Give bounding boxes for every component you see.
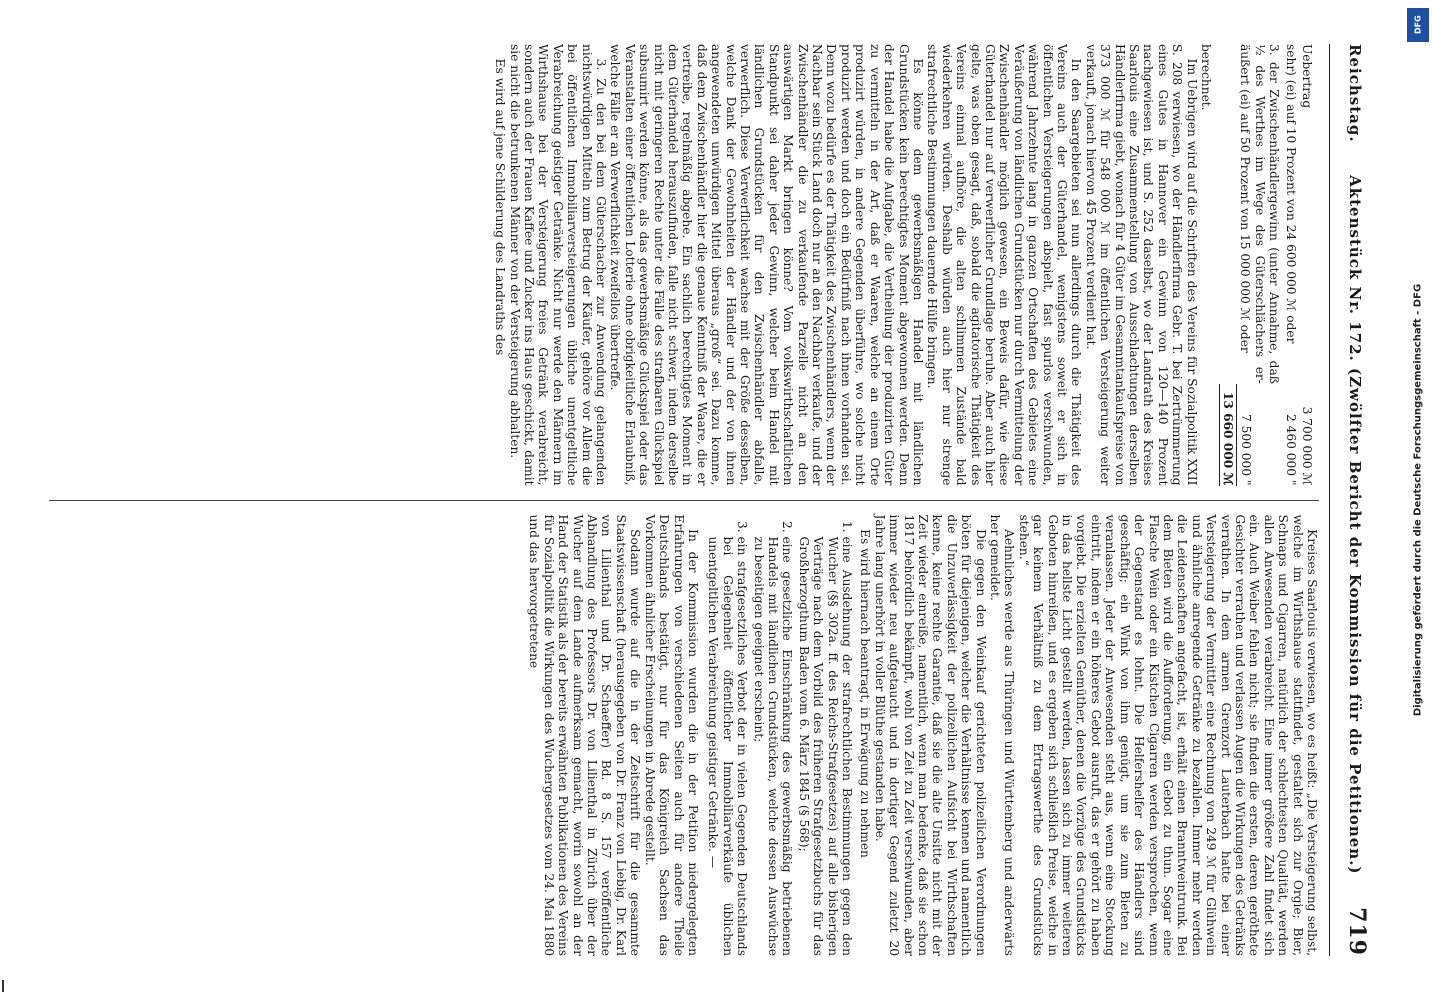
demand-item: 1. eine Ausdehnung der strafrechtlichen Bestimmungen gegen den Wucher (§§ 302a. ff. des Reichs-Strafgesetzes) auf alle bisherigen Verträge nach dem Vorbild des früheren Strafgesetzbuchs für das Großherzogthum Baden vom 6. März 1845 (§ 568); [796,536,854,956]
digitization-watermark [1404,0,1432,1000]
ledger-label: 3. der Zwischenhändlergewinn (unter Annahme, daß ½ des Werthes im Wege des Güterschlächers er- äußert (ei) auf 50 Prozent von 15 000 000 ℳ oder [1238,44,1282,384]
left-column [49,44,1319,500]
ledger-row [1282,44,1298,486]
paragraph: In den Saargebieten sei nun allerdings durch die Thätigkeit des Vereins auch der Güterhandel, wenigstens soweit er sich in öffentlichen Versteigerungen abspielt, fast spurlos verschwunden, während Jahrzehnte lang in ganzen Ortschaften des Gebietes eine Veräußerung von ländlichen Grundstücken nur durch Vermittelung der Zwischenhändler möglich gewesen, ein Beweis dafür, wie diese Güterhandel nur auf verwerflicher Grundlage beruhe. Aber auch hier gelte, was oben gesagt, daß, sobald die agitatorische Thätigkeit des Vereins einmal aufhöre, die alten schlimmen Zustände bald wiederkehren würden. Deshalb würden auch hier nur strenge strafrechtliche Bestimmungen dauernde Hülfe bringen. [925,44,1084,486]
ledger-row [1299,44,1315,486]
ledger-label: Uebertrag [1300,44,1314,109]
ledger-table [1219,44,1315,486]
ledger-label [1220,44,1237,384]
demands-list [706,515,854,957]
paragraph: Aehnliches werde aus Thüringen und Württemberg und anderwärts her gemeldet. [988,514,1017,956]
ledger-row [1237,44,1282,486]
watermark-text: Digitalisierung gefördert durch die Deutsche Forschungsgemeinschaft - DFG [1412,283,1424,717]
ledger-amount: 3 700 000 ℳ [1300,406,1314,486]
after-ledger-text: berechnet. [1199,44,1214,111]
paragraph: 3. Zu den bei dem Güterschacher zur Anwendung gelangenden nichtswürdigen Mitteln zum Betrug der Käufer, gehöre vor Allem die bei öffentlichen Immobiliarversteigerungen übliche unentgeltliche Verabreichung geistiger Getränke. Nicht nur werde den Männern im Wirthshause bei der Versteigerung freies Getränk verabreicht, sondern auch der Frauen Kaffee und Zucker ins Haus geschickt, damit sie nicht die betrunkenen Männer von der Versteigerung abhalten. [507,44,608,486]
ledger-total-row [1220,44,1237,486]
demand-item: 2. eine gesetzliche Einschränkung des gewerbsmäßig betriebenen Handels mit ländlichen Grundstücken, welche dessen Auswüchse zu beseitigen geeignet erscheint; [751,536,794,956]
paragraph: Die gegen den Weinkauf gerichteten polizeilichen Verordnungen böten für diejenigen, welcher die Verhältnisse kennen und namentlich die Unzuverlässigkeit der polizeilichen Aufsicht bei Wirthschaften kenne, keine rechte Garantie, daß sie die alte Unsitte nicht mit der Zeit wieder einreiße, namentlich, wenn man bedenke, daß sie schon 1817 behördlich bekämpft, wohl von Zeit zu Zeit verschwunden, aber immer wieder neu aufgetaucht und in dortiger Gegend zuletzt 20 Jahre lang unerhört in voller Blüthe gestanden habe. [872,514,988,956]
ledger-label: sehr) (ei) auf 10 Prozent von 24 600 000 ℳ oder [1283,44,1298,344]
paragraph: Es wird auf jene Schilderung des Landraths des [493,58,508,356]
paragraph: In der Kommission wurden die in der Petition niedergelegten Erfahrungen von verschiedenen Seiten auch für andere Theile Deutschlands bestätigt, nur für das Königreich Sachsen das Vorkommen ähnlicher Erscheinungen in Abrede gestellt. [642,514,700,956]
ledger-total-amount: 13 660 000 ℳ [1220,384,1237,486]
page-header [1329,44,1370,956]
paragraph: Es wird hiernach beantragt, in Erwägung zu nehmen [858,529,873,858]
demand-item: 3. ein strafgesetzliches Verbot der in vielen Gegenden Deutschlands bei Gelegenheit öffentlicher Immobiliarverkäufe üblichen unentgeltlichen Verabreichung geistiger Getränke. — [706,536,749,956]
paragraph: Im Uebrigen wird auf die Schriften des Vereins für Sozialpolitik XXII S. 208 verwiesen, wo der Händlerfirma Gebr. T. bei Zertrümmerung eines Gutes in Hannover ein Gewinn von 120—140 Prozent nachgewiesen ist, und S. 252 daselbst, wo der Landrath des Kreises Saarlouis eine Zusammenstellung von Ausschlachtungen derselben Händlerfirma giebt, wonach für 4 Güter im Gesammtankaufspreise von 373 000 ℳ für 548 000 ℳ im öffentlichen Versteigerung weiter verkauft, jonach hiervon 45 Prozent verdient hat. [1083,44,1199,486]
right-column [49,500,1319,957]
dfg-logo-icon: DFG [1407,8,1429,42]
text-columns [49,44,1319,956]
page-number: 719 [1344,907,1370,956]
ledger-amount: 7 500 000 " [1237,384,1282,486]
header-center [1346,143,1364,908]
ledger-amount: 2 460 000 " [1283,413,1298,486]
header-left: Reichstag. [1346,44,1364,143]
header-report-title: (Zwölfter Bericht der Kommission für die Petitionen.) [1346,367,1364,875]
header-aktenstueck: Aktenstück Nr. 172. [1346,175,1364,362]
paragraph: Es könne dem gewerbsmäßigen Handel mit ländlichen Grundstücken kein berechtigtes Moment abgewonnen werden. Denn der Handel habe die Aufgabe, die Vertheilung der produzirten Güter zu vermitteln in der Art, daß er Waaren, welche an einem Orte produzirt würden, in andere Gegenden überführe, wo solche nicht produzirt werden und doch ein Bedürfniß nach ihnen vorhanden sei. Denn wozu bedürfe es der Thätigkeit des Zwischenhändlers, wenn der Nachbar sein Stück Land doch nur an den Nachbar verkaufe, und der Zwischenhändler die zu verkaufende Parzelle nicht an den auswärtigen Markt bringen könne? Vom volkswirthschaftlichen Standpunkt sei daher jeder Gewinn, welcher beim Handel mit ländlichen Grundstücken für den Zwischenhändler abfalle, verwerflich. Diese Verwerflichkeit wachse mit der Größe desselben, welche Dank der Gewohnheiten der Händler und der von ihnen angewendeten unwürdigen Mittel überaus „groß“ sei. Dazu komme, daß dem Zwischenhändler hier die genaue Kenntniß der Waare, die er vertreibe, regelmäßig abgehe. Ein sachlich berechtigtes Moment in dem Güterhandel herauszufinden, falle nicht schwer, indem derselbe nicht mit geringeren Rechte unter die Fälle des strafbaren Glückspiel subsumirt werden könne, als das gewerbsmäßige Glückspiel oder das Veranstalten einer öffentlichen Lotterie ohne obrigkeitliche Erlaubniß, welche Fälle er an Verwerflichkeit zweifellos übertreffe. [608,44,925,486]
paragraph: Kreises Saarlouis verwiesen, wo es heißt: „Die Versteigerung selbst, welche im Wirthshause stattfindet, gestaltet sich zur Orgie; Bier, Schnaps und Cigarren, natürlich der schlechtesten Qualität, werden allen Anwesenden verabreicht. Eine immer größere Zahl findet sich ein. Auch Weiber fehlen nicht; sie finden die ersten, deren geröthete Gesichter verrathen und verlassen Augen die Wirkungen des Getränks verrathen. In dem armen Grenzort Lauterbach hatte bei einer Versteigerung der Vermittler eine Rechnung von 249 ℳ für Glühwein und ähnliche anregende Getränke zu bezahlen. Immer mehr werden die Leidenschaften angefacht, ist, erhält einen Branntweintrunk. Bei dem Bieten wird die Aufforderung, ein Gebot zu thun. Sogar eine Flasche Wein oder ein Kistchen Cigarren werden versprochen, wenn der Gegenstand es lohnt. Die Helfershelfer des Händlers sind geschäftig; ein Wink von ihm genügt, um sie zum Bieten zu veranlassen. Jeder der Anwesenden steht aus, wenn eine Stockung eintritt, indem er ein höheres Gebot ausruft, das er gehört zu haben vorgiebt. Die erzielten Gemüther, denen die Vorzüge des Grundstücks in das hellste Licht gestellt werden, lassen sich zu immer weiteren Geboten hinreißen, und es ergeben sich schließlich Preise, welche in gar keinem Verhältniß zu dem Ertragswerthe des Grundstücks stehen.“ [1016,514,1319,956]
paragraph: Sodann wurde auf die in der Zeitschrift für die gesammte Staatswissenschaft (herausgegeben von Dr. Franz von Liebig, Dr. Karl von Lilienthal und Dr. Schaeffer) Bd. 8 S. 157 veröffentliche Abhandlung des Professors Dr. von Lilienthal in Zürich über der Wucher auf dem Lande aufmerksam gemacht, worin sowohl an der Hand der Statistik als der bereits erwähnten Publikationen des Vereins für Sozialpolitik die Wirkungen des Wuchergesetzes vom 24. Mai 1880 und das hervorgetretene [527,514,643,956]
scan-artifact [2,980,4,992]
